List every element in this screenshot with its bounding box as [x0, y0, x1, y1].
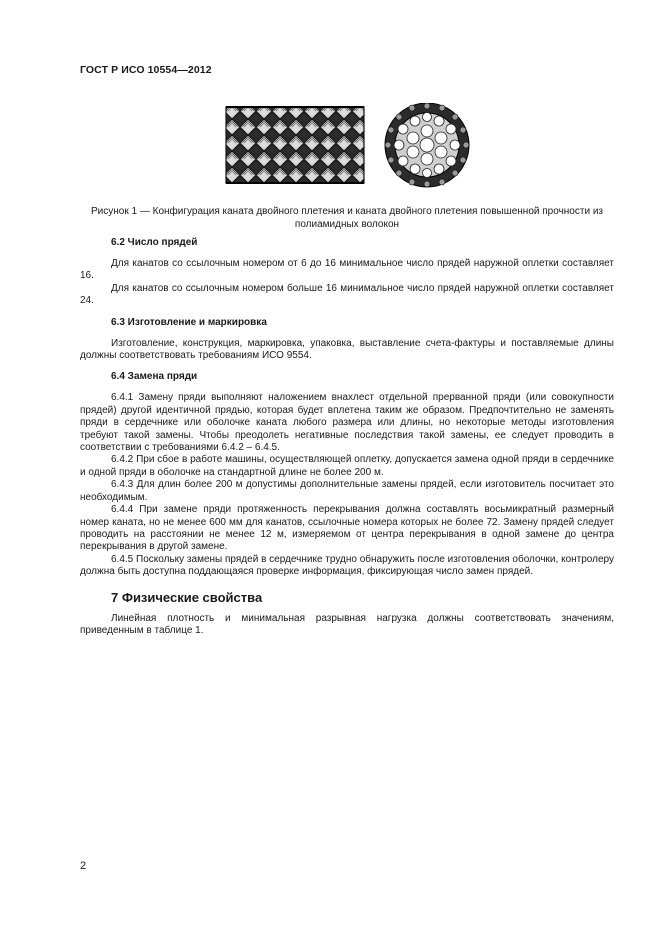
braided-rope-side-view	[226, 107, 364, 183]
section-6-3-paragraph-1: Изготовление, конструкция, маркировка, упаковка, выставление счета-фактуры и поставляемые длины должны соответствовать требованиям ИСО 9554.	[80, 337, 614, 362]
document-code: ГОСТ Р ИСО 10554—2012	[80, 64, 212, 76]
figure-illustration	[224, 103, 480, 195]
section-6-4-1-paragraph: 6.4.1 Замену пряди выполняют наложением внахлест отдельной прерванной пряди (или совокупности прядей) другой идентичной прядью, которая будет вплетена таким же образом. Предпочтительно не заменять пряди в сердечнике или оболочке каната любого размера или длины, но некоторые методы изготовления требуют такой замены. Чтобы преодолеть негативные последствия такой замены, ее следует проводить в соответствии с требованиями 6.4.2 – 6.4.5.	[80, 392, 614, 454]
section-6-2-paragraph-1: Для канатов со ссылочным номером от 6 до 16 минимальное число прядей наружной оплетки составляет 16.	[80, 258, 614, 282]
document-body	[80, 237, 614, 637]
section-6-2-heading: 6.2 Число прядей	[111, 237, 198, 248]
section-6-2-paragraph-2: Для канатов со ссылочным номером больше 16 минимальное число прядей наружной оплетки составляет 24.	[80, 282, 614, 307]
section-7-heading: 7 Физические свойства	[111, 589, 263, 605]
page-number: 2	[80, 860, 87, 872]
section-6-4-4-paragraph: 6.4.4 При замене пряди протяженность перекрывания должна составлять восьмикратный размерный номер каната, но не менее 600 мм для канатов, ссылочные номера которых не более 72. Замену прядей следует проводить на расстоянии не менее 12 м, измеряемом от центра перекрывания в одной замене до центра перекрывания в другой замене.	[80, 504, 614, 553]
rope-cross-section	[385, 103, 469, 187]
section-6-4-5-paragraph: 6.4.5 Поскольку замены прядей в сердечнике трудно обнаружить после изготовления оболочки, контролеру должна быть доступна поддающаяся проверке информация, фиксирующая число замен прядей.	[80, 553, 614, 578]
section-6-4-heading: 6.4 Замена пряди	[111, 371, 198, 383]
section-7-paragraph-1: Линейная плотность и минимальная разрывная нагрузка должны соответствовать значениям, приведенным в таблице 1.	[80, 612, 614, 636]
section-6-3-heading: 6.3 Изготовление и маркировка	[111, 316, 267, 328]
figure-caption: Рисунок 1 — Конфигурация каната двойного плетения и каната двойного плетения повышенной прочности из полиамидных волокон	[91, 206, 603, 230]
figure-rope-configuration	[224, 103, 480, 195]
section-6-4-3-paragraph: 6.4.3 Для длин более 200 м допустимы дополнительные замены прядей, если изготовитель посчитает это необходимым.	[80, 479, 614, 503]
section-6-4-2-paragraph: 6.4.2 При сбое в работе машины, осуществляющей оплетку, допускается замена одной пряди в сердечнике и одной пряди в оболочке на стандартной длине не более 200 м.	[80, 454, 614, 478]
